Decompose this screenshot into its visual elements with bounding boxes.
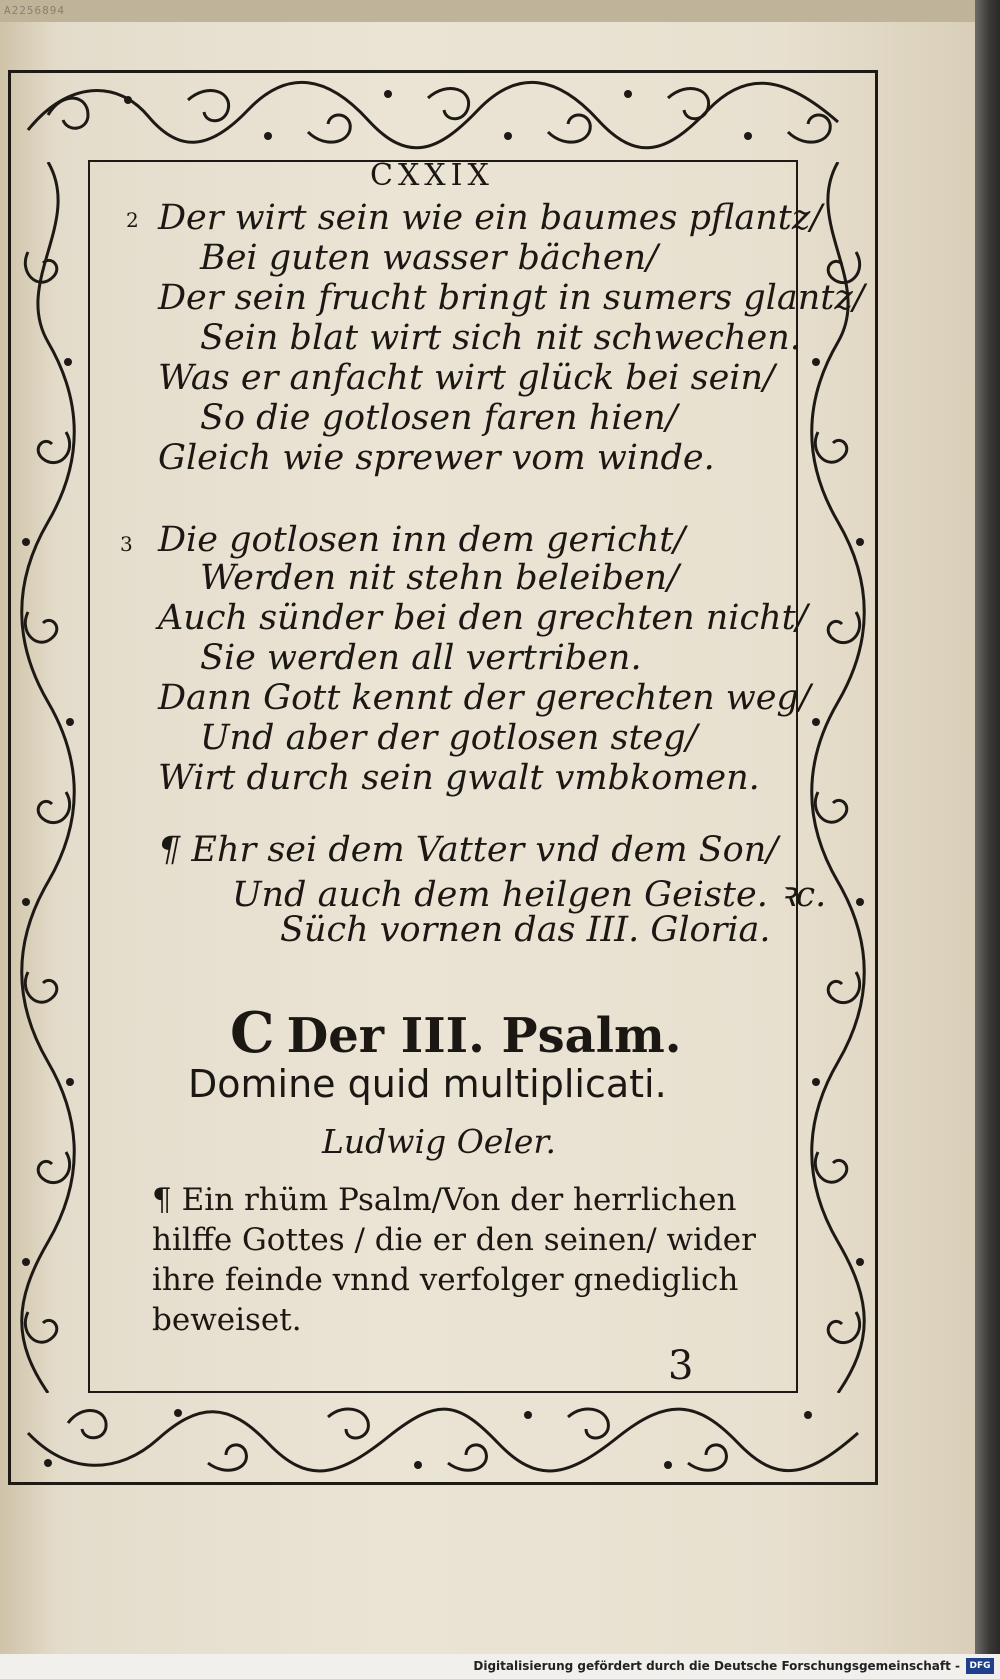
author-line: Ludwig Oeler.: [322, 1122, 557, 1161]
latin-incipit: Domine quid multiplicati.: [188, 1062, 667, 1106]
gloria-line: ¶ Ehr sei dem Vatter vnd dem Son/: [158, 830, 779, 870]
funding-note: Digitalisierung gefördert durch die Deutsche Forschungsgemeinschaft -: [473, 1659, 960, 1673]
description-line: ¶ Ein rhüm Psalm/Von der herrlichen: [152, 1182, 737, 1218]
description-line: ihre feinde vnnd verfolger gnediglich: [152, 1262, 739, 1298]
verse-line: Dann Gott kennt der gerechten weg/: [158, 678, 811, 718]
psalm-title: Der III. Psalm.: [286, 1008, 682, 1064]
book-edge: [975, 0, 1000, 1679]
section-mark: C: [230, 1000, 275, 1066]
verse-line: Der wirt sein wie ein baumes pflantz/: [158, 198, 823, 238]
folio-number: CXXIX: [370, 158, 494, 193]
verse-line: Die gotlosen inn dem gericht/: [158, 520, 686, 560]
verse-line: Der sein frucht bringt in sumers glantz/: [158, 278, 865, 318]
psalm-heading: [230, 1000, 681, 1066]
scan-top-margin: [0, 0, 1000, 22]
verse-line: Und aber der gotlosen steg/: [200, 718, 698, 758]
gloria-line: Und auch dem heilgen Geiste. ꝛc.: [232, 875, 827, 915]
verse-line: Werden nit stehn beleiben/: [200, 558, 679, 598]
signature-mark: 3: [668, 1343, 694, 1389]
verse-line: Auch sünder bei den grechten nicht/: [158, 598, 808, 638]
stanza-number: 2: [126, 208, 139, 232]
verse-line: Gleich wie sprewer vom winde.: [158, 438, 715, 478]
verse-line: So die gotlosen faren hien/: [200, 398, 678, 438]
verse-line: Bei guten wasser bächen/: [200, 238, 658, 278]
verse-line: Sie werden all vertriben.: [200, 638, 642, 678]
verse-line: Sein blat wirt sich nit schwechen.: [200, 318, 801, 358]
gloria-line: Süch vornen das III. Gloria.: [280, 910, 771, 950]
shelfmark-stamp: A2256894: [4, 4, 65, 17]
dfg-logo: DFG: [966, 1658, 994, 1674]
description-line: hilffe Gottes / die er den seinen/ wider: [152, 1222, 756, 1258]
description-line: beweiset.: [152, 1302, 302, 1338]
stanza-number: 3: [120, 532, 133, 556]
verse-line: Wirt durch sein gwalt vmbkomen.: [158, 758, 760, 798]
verse-line: Was er anfacht wirt glück bei sein/: [158, 358, 775, 398]
